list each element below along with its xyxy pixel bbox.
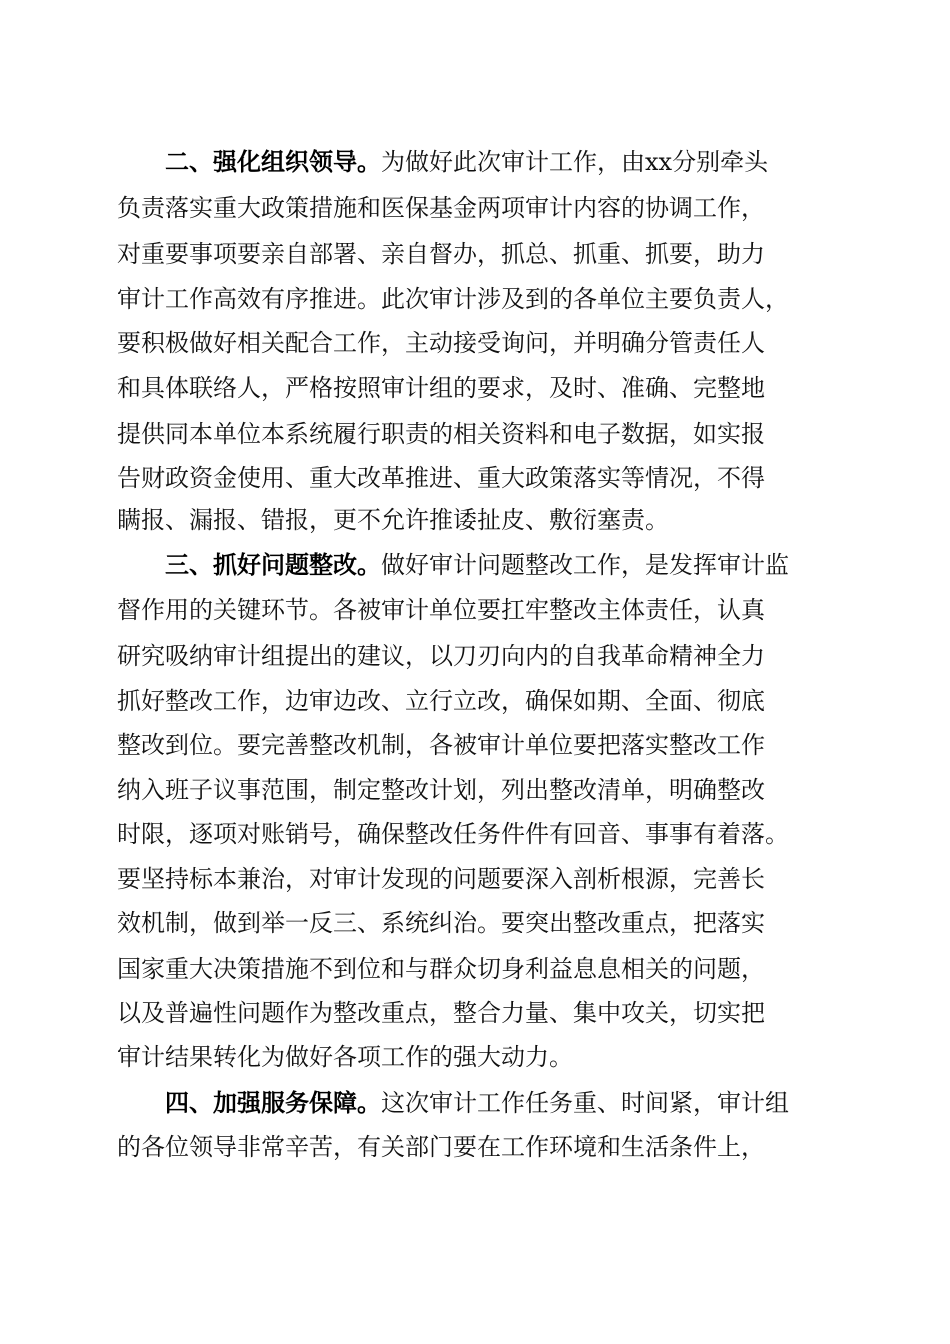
paragraph-text: 为做好此次审计工作，由xx分别牵头 [381, 148, 769, 176]
paragraph-text: 做好审计问题整改工作，是发挥审计监 [381, 551, 789, 579]
paragraph-line: 整改到位。要完善整改机制，各被审计单位要把落实整改工作 [117, 731, 765, 759]
paragraph-line: 纳入班子议事范围，制定整改计划，列出整改清单，明确整改 [117, 776, 765, 804]
paragraph-line [165, 542, 837, 588]
paragraph-line: 要坚持标本兼治，对审计发现的问题要深入剖析根源，完善长 [117, 865, 765, 893]
paragraph-line [165, 139, 837, 185]
paragraph-line: 对重要事项要亲自部署、亲自督办，抓总、抓重、抓要，助力 [117, 240, 765, 268]
paragraph-line: 要积极做好相关配合工作，主动接受询问，并明确分管责任人 [117, 329, 765, 357]
paragraph-line: 负责落实重大政策措施和医保基金两项审计内容的协调工作， [117, 194, 765, 222]
paragraph-line: 时限，逐项对账销号，确保整改任务件件有回音、事事有着落。 [117, 820, 789, 848]
paragraph-line: 以及普遍性问题作为整改重点，整合力量、集中攻关，切实把 [117, 999, 765, 1027]
paragraph-line: 国家重大决策措施不到位和与群众切身利益息息相关的问题， [117, 955, 765, 983]
paragraph-line: 审计结果转化为做好各项工作的强大动力。 [117, 1043, 573, 1071]
paragraph-line: 告财政资金使用、重大改革推进、重大政策落实等情况，不得 [117, 464, 765, 492]
paragraph-text: 这次审计工作任务重、时间紧，审计组 [381, 1089, 789, 1117]
paragraph-line: 效机制，做到举一反三、系统纠治。要突出整改重点，把落实 [117, 909, 765, 937]
paragraph-line: 和具体联络人，严格按照审计组的要求，及时、准确、完整地 [117, 374, 765, 402]
paragraph-line: 提供同本单位本系统履行职责的相关资料和电子数据，如实报 [117, 420, 765, 448]
paragraph-line: 瞒报、漏报、错报，更不允许推诿扯皮、敷衍塞责。 [117, 506, 669, 534]
paragraph-line: 抓好整改工作，边审边改、立行立改，确保如期、全面、彻底 [117, 687, 765, 715]
section-heading: 二、强化组织领导。 [165, 148, 381, 176]
paragraph-line: 的各位领导非常辛苦，有关部门要在工作环境和生活条件上， [117, 1133, 765, 1161]
section-heading: 四、加强服务保障。 [165, 1089, 381, 1117]
paragraph-line: 督作用的关键环节。各被审计单位要扛牢整改主体责任，认真 [117, 596, 765, 624]
paragraph-line: 审计工作高效有序推进。此次审计涉及到的各单位主要负责人， [117, 285, 789, 313]
paragraph-line [165, 1080, 837, 1126]
section-heading: 三、抓好问题整改。 [165, 551, 381, 579]
paragraph-line: 研究吸纳审计组提出的建议，以刀刃向内的自我革命精神全力 [117, 642, 765, 670]
